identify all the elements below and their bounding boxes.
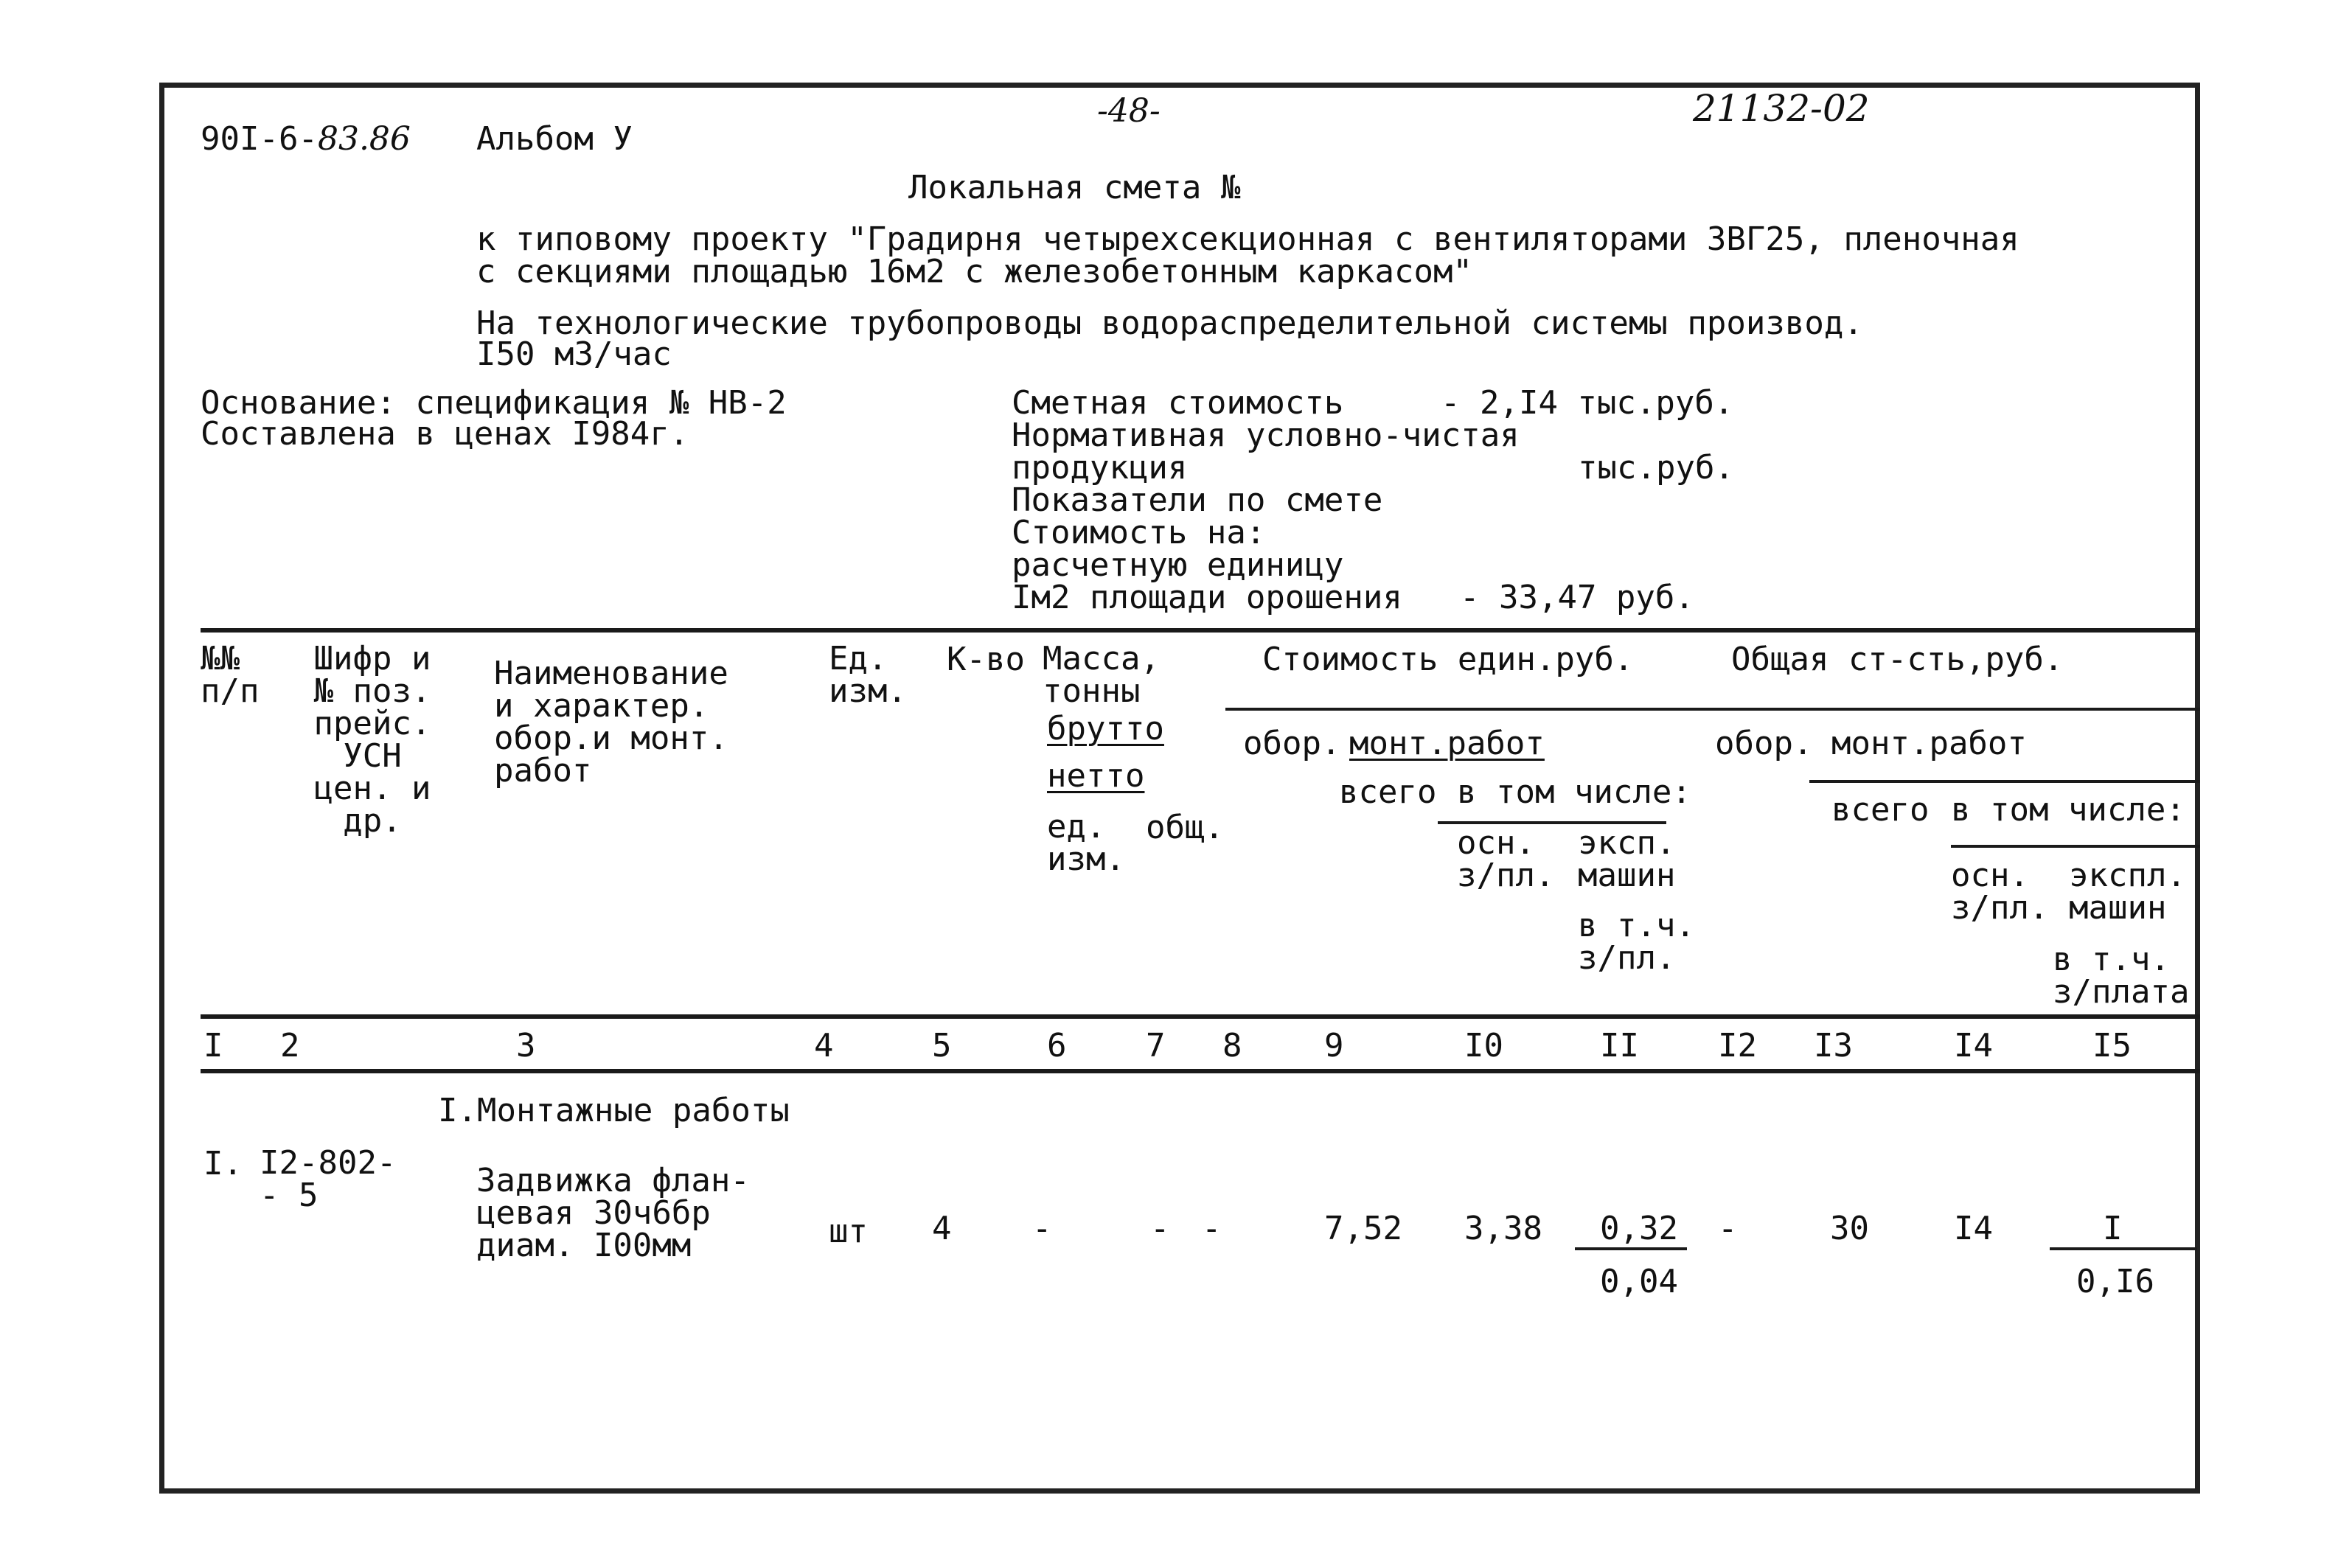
row-mass-total: - [1202, 1210, 1222, 1247]
project-line-1: к типовому проекту "Градирня четырехсекционная с вентиляторами 3ВГ25, пленочная [476, 220, 2019, 258]
estimated-cost-label: Сметная стоимость [1012, 384, 1344, 422]
col-num-10: I0 [1464, 1027, 1503, 1065]
col-num-15: I5 [2092, 1027, 2132, 1065]
row-total-mach-wage: 0,I6 [2076, 1263, 2154, 1300]
project-code-prefix: 90I-6- [201, 120, 318, 158]
row-total-mach: I [2103, 1210, 2123, 1247]
row-total-equip: - [1718, 1210, 1738, 1247]
row-code: I2-802- - 5 [260, 1144, 397, 1214]
col-num-12: I2 [1718, 1027, 1757, 1065]
col-header-unit-equip: обор. [1243, 725, 1341, 762]
normative-value: тыс.руб. [1578, 449, 1734, 487]
row-unit-mach-wage: 0,04 [1600, 1263, 1678, 1300]
col-header-total-total: всего [1831, 791, 1930, 829]
row-mass-netto: - [1150, 1210, 1170, 1247]
col-header-unit-cost: Стоимость един.руб. [1262, 641, 1634, 678]
estimated-cost-value: - 2,I4 тыс.руб. [1441, 384, 1734, 422]
col-num-14: I4 [1954, 1027, 1993, 1065]
col-header-unit-mach: эксп. машин [1578, 824, 1676, 894]
row-unit-wage: 3,38 [1464, 1210, 1542, 1247]
col-header-mass-unit: ед. изм. [1047, 808, 1125, 878]
row-total-mach-rule [2050, 1247, 2197, 1250]
col-header-total-incl: в том числе: [1951, 791, 2185, 829]
unit-label: расчетную единицу [1012, 546, 1344, 584]
row-number: I. [203, 1145, 243, 1182]
project-code [201, 122, 411, 156]
project-line-2: с секциями площадью 16м2 с железобетонным каркасом" [476, 253, 1473, 290]
col-header-mass-netto: нетто [1047, 757, 1145, 795]
col-header-code: Шифр и № поз. прейс. УСН цен. и др. [313, 640, 431, 840]
col-num-11: II [1600, 1027, 1639, 1065]
total-sub-rule [1951, 845, 2200, 848]
col-header-total-wage: осн. з/пл. [1951, 857, 2049, 927]
row-mass-brutto: - [1032, 1210, 1052, 1247]
document-number: 21132-02 [1693, 87, 1870, 130]
col-num-1: I [203, 1027, 223, 1065]
estimate-title: Локальная смета № [908, 169, 1241, 206]
col-header-total-mount: монт.работ [1831, 725, 2027, 762]
col-header-unit-wage: осн. з/пл. [1457, 824, 1555, 894]
project-code-handwritten: 83.86 [317, 120, 411, 158]
col-header-qty: К-во [947, 641, 1025, 678]
page-frame [159, 83, 2200, 1494]
page-number: -48- [1097, 92, 1161, 130]
col-header-total-cost: Общая ст-сть,руб. [1731, 641, 2064, 678]
col-header-mass: Масса, тонны [1043, 640, 1160, 710]
col-num-5: 5 [932, 1027, 952, 1065]
indicators-label: Показатели по смете [1012, 481, 1383, 519]
basis-line-2: Составлена в ценах I984г. [201, 415, 689, 453]
col-header-unit-total: всего [1339, 773, 1437, 811]
col-num-2: 2 [280, 1027, 300, 1065]
col-num-4: 4 [814, 1027, 834, 1065]
row-total-wage: I4 [1954, 1210, 1993, 1247]
table-top-rule [201, 628, 2200, 633]
total-incl-rule [1809, 780, 2200, 783]
col-num-8: 8 [1222, 1027, 1242, 1065]
col-num-13: I3 [1814, 1027, 1853, 1065]
col-num-7: 7 [1146, 1027, 1166, 1065]
row-unit-mach-rule [1575, 1247, 1687, 1250]
col-header-unit-mach-wage: в т.ч. з/пл. [1578, 907, 1695, 977]
col-header-unit: Ед. изм. [829, 640, 907, 710]
col-num-6: 6 [1047, 1027, 1067, 1065]
row-total-mount: 30 [1830, 1210, 1869, 1247]
header-bottom-rule [201, 1014, 2200, 1019]
col-header-mass-total: общ. [1146, 809, 1224, 846]
row-unit-mount-total: 7,52 [1324, 1210, 1402, 1247]
normative-label-2: продукция [1012, 449, 1188, 487]
cost-title-rule [1225, 708, 2200, 711]
scope-line-1: На технологические трубопроводы водораспределительной системы производ. [476, 304, 1863, 342]
scope-line-2: I50 м3/час [476, 335, 672, 373]
normative-label-1: Нормативная условно-чистая [1012, 417, 1520, 454]
area-label: Iм2 площади орошения [1012, 579, 1402, 616]
section-title: I.Монтажные работы [438, 1092, 790, 1129]
col-header-num: №№ п/п [201, 640, 260, 710]
row-name: Задвижка флан- цевая 30ч6бр диам. I00мм [476, 1162, 750, 1264]
col-num-3: 3 [516, 1027, 536, 1065]
col-num-9: 9 [1324, 1027, 1344, 1065]
col-header-total-equip: обор. [1715, 725, 1813, 762]
col-header-total-mach: экспл. машин [2069, 857, 2186, 927]
numbers-bottom-rule [201, 1069, 2200, 1073]
cost-on-label: Стоимость на: [1012, 514, 1266, 551]
col-header-name: Наименование и характер. обор.и монт. работ [494, 655, 728, 790]
area-value: - 33,47 руб. [1460, 579, 1694, 616]
col-header-total-mach-wage: в т.ч. з/плата [2053, 941, 2190, 1011]
col-header-unit-incl: в том числе: [1457, 773, 1691, 811]
row-qty: 4 [932, 1210, 952, 1247]
basis-line-1: Основание: спецификация № НВ-2 [201, 384, 787, 422]
row-unit: шт [829, 1213, 868, 1250]
album-label: Альбом У [476, 120, 633, 158]
col-header-mass-brutto: брутто [1047, 710, 1164, 748]
col-header-unit-mount: монт.работ [1349, 725, 1545, 762]
row-unit-mach: 0,32 [1600, 1210, 1678, 1247]
